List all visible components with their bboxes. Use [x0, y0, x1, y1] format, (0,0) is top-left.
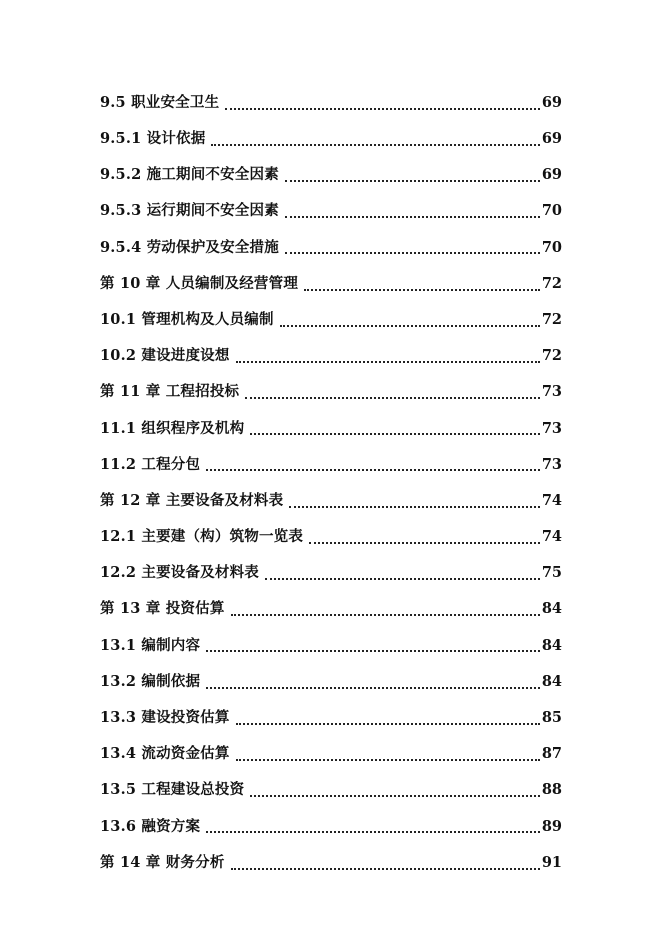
toc-dot-leader	[289, 505, 539, 508]
toc-entry-title: 9.5.4 劳动保护及安全措施	[100, 238, 279, 256]
toc-dot-leader	[231, 613, 540, 616]
toc-entry-title: 第 11 章 工程招投标	[100, 383, 240, 401]
toc-dot-leader	[211, 143, 539, 146]
toc-entry-title: 12.1 主要建（构）筑物一览表	[100, 528, 304, 546]
toc-page-number: 69	[541, 166, 562, 184]
toc-dot-leader	[231, 867, 540, 870]
toc-page-number: 88	[541, 781, 562, 799]
toc-entry-title: 第 10 章 人员编制及经营管理	[100, 274, 299, 292]
toc-entry[interactable]	[100, 773, 562, 809]
toc-entry-title: 13.3 建设投资估算	[100, 709, 230, 727]
toc-entry[interactable]	[100, 483, 562, 519]
toc-page-number: 74	[541, 528, 562, 546]
toc-page-number: 72	[541, 274, 562, 292]
toc-entry[interactable]	[100, 700, 562, 736]
toc-entry-title: 9.5.1 设计依据	[100, 130, 206, 148]
toc-entry-title: 第 12 章 主要设备及材料表	[100, 491, 284, 509]
toc-entry[interactable]	[100, 157, 562, 193]
toc-entry-title: 11.1 组织程序及机构	[100, 419, 245, 437]
toc-entry[interactable]	[100, 375, 562, 411]
toc-entry-title: 13.2 编制依据	[100, 672, 201, 690]
toc-page-number: 73	[541, 383, 562, 401]
toc-page-number: 70	[541, 238, 562, 256]
toc-entry[interactable]	[100, 628, 562, 664]
toc-entry[interactable]	[100, 809, 562, 845]
toc-dot-leader	[285, 179, 540, 182]
toc-entry-title: 第 13 章 投资估算	[100, 600, 225, 618]
toc-entry[interactable]	[100, 555, 562, 591]
toc-entry-title: 第 14 章 财务分析	[100, 853, 225, 871]
toc-dot-leader	[245, 396, 540, 399]
toc-page-number: 73	[541, 419, 562, 437]
toc-dot-leader	[225, 107, 540, 110]
toc-dot-leader	[206, 686, 540, 689]
toc-entry-title: 9.5 职业安全卫生	[100, 93, 220, 111]
toc-dot-leader	[304, 288, 540, 291]
toc-entry-title: 9.5.2 施工期间不安全因素	[100, 166, 279, 184]
toc-entry-title: 9.5.3 运行期间不安全因素	[100, 202, 279, 220]
toc-dot-leader	[206, 830, 540, 833]
toc-page-number: 72	[541, 310, 562, 328]
toc-dot-leader	[265, 577, 540, 580]
toc-dot-leader	[236, 722, 540, 725]
toc-page-number: 69	[541, 130, 562, 148]
toc-page-number: 73	[541, 455, 562, 473]
toc-entry[interactable]	[100, 338, 562, 374]
toc-dot-leader	[280, 324, 540, 327]
toc-entry[interactable]	[100, 845, 562, 881]
toc-entry-title: 10.1 管理机构及人员编制	[100, 310, 274, 328]
toc-dot-leader	[250, 794, 540, 797]
toc-dot-leader	[285, 251, 540, 254]
toc-entry-title: 13.6 融资方案	[100, 817, 201, 835]
toc-entry[interactable]	[100, 664, 562, 700]
toc-entry[interactable]	[100, 85, 562, 121]
toc-page-number: 84	[541, 636, 562, 654]
toc-entry[interactable]	[100, 736, 562, 772]
toc-entry-title: 13.4 流动资金估算	[100, 745, 230, 763]
toc-entry-title: 13.5 工程建设总投资	[100, 781, 245, 799]
toc-page-number: 87	[541, 745, 562, 763]
toc-entry-title: 13.1 编制内容	[100, 636, 201, 654]
toc-page-number: 91	[541, 853, 562, 871]
toc-page-number: 70	[541, 202, 562, 220]
toc-dot-leader	[250, 432, 540, 435]
toc-entry[interactable]	[100, 194, 562, 230]
toc-page-number: 85	[541, 709, 562, 727]
toc-entry-title: 10.2 建设进度设想	[100, 347, 230, 365]
table-of-contents	[100, 85, 562, 881]
toc-page-number: 84	[541, 672, 562, 690]
toc-page-number: 74	[541, 491, 562, 509]
toc-entry-title: 11.2 工程分包	[100, 455, 201, 473]
toc-entry[interactable]	[100, 592, 562, 628]
toc-dot-leader	[236, 360, 540, 363]
toc-entry[interactable]	[100, 302, 562, 338]
toc-page-number: 69	[541, 93, 562, 111]
toc-entry[interactable]	[100, 266, 562, 302]
toc-entry[interactable]	[100, 411, 562, 447]
toc-entry[interactable]	[100, 447, 562, 483]
toc-dot-leader	[206, 649, 540, 652]
toc-entry[interactable]	[100, 519, 562, 555]
toc-page-number: 75	[541, 564, 562, 582]
toc-page-number: 72	[541, 347, 562, 365]
toc-entry[interactable]	[100, 230, 562, 266]
toc-page-number: 84	[541, 600, 562, 618]
toc-page-number: 89	[541, 817, 562, 835]
toc-dot-leader	[285, 215, 540, 218]
toc-dot-leader	[206, 468, 540, 471]
toc-dot-leader	[309, 541, 540, 544]
toc-entry[interactable]	[100, 121, 562, 157]
toc-dot-leader	[236, 758, 540, 761]
toc-entry-title: 12.2 主要设备及材料表	[100, 564, 259, 582]
